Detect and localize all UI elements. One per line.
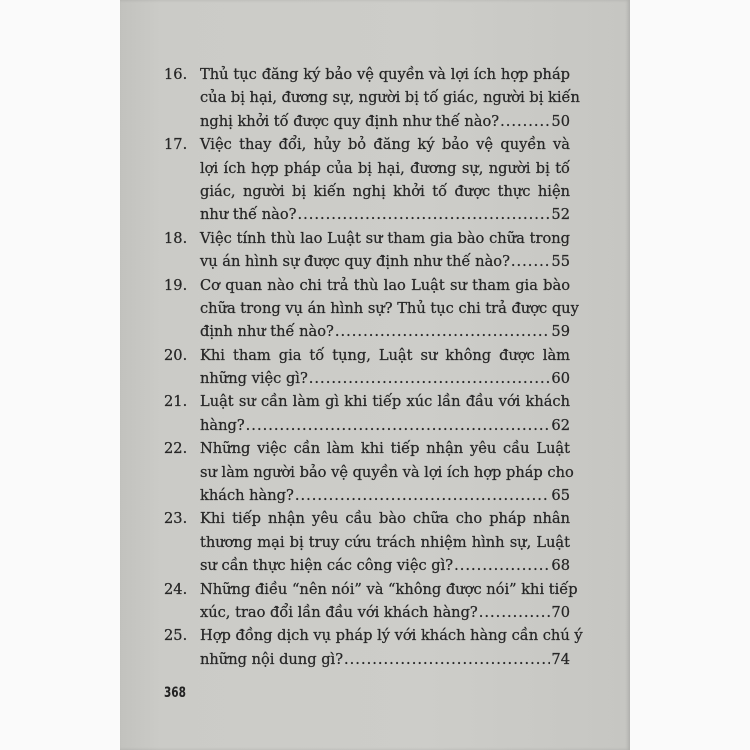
entry-line: Việc thay đổi, hủy bỏ đăng ký bảo vệ quyền và: [200, 136, 570, 154]
entry-line: giác, người bị kiến nghị khởi tố được thực hiện: [200, 182, 570, 200]
entry-line: [200, 250, 570, 273]
dot-leader: [246, 414, 551, 437]
entry-page-number: 74: [551, 650, 570, 668]
entry-number: 20.: [164, 346, 188, 364]
dot-leader: [454, 554, 550, 577]
entry-number: 18.: [164, 229, 188, 247]
toc-entry: [164, 507, 570, 577]
entry-title-end: những việc gì?: [200, 370, 308, 388]
entry-line: [200, 367, 570, 390]
entry-title-end: định như thế nào?: [200, 323, 334, 341]
entry-line: của bị hại, đương sự, người bị tố giác, người bị kiến: [200, 89, 580, 107]
entry-line: Việc tính thù lao Luật sư tham gia bào chữa trong: [200, 229, 570, 247]
dot-leader: [511, 250, 551, 273]
entry-line: [200, 110, 570, 133]
entry-number: 23.: [164, 510, 188, 528]
entry-page-number: 52: [551, 206, 570, 224]
entry-title-end: như thế nào?: [200, 206, 297, 224]
entry-line: [200, 601, 570, 624]
toc-entry: [164, 344, 570, 391]
toc-entry: [164, 390, 570, 437]
entry-line: Hợp đồng dịch vụ pháp lý với khách hàng cần chú ý: [200, 627, 583, 645]
entry-page-number: 55: [551, 253, 570, 271]
toc-entry: [164, 227, 570, 274]
entry-line: [200, 203, 570, 226]
page-number: 368: [164, 685, 186, 701]
entry-page-number: 50: [551, 112, 570, 130]
toc-entry: [164, 133, 570, 227]
entry-line: Cơ quan nào chi trả thù lao Luật sư tham gia bào: [200, 276, 570, 294]
dot-leader: [297, 203, 550, 226]
entry-number: 17.: [164, 136, 188, 154]
entry-line: [200, 320, 570, 343]
entry-line: [200, 554, 570, 577]
entry-title-end: hàng?: [200, 416, 245, 434]
book-page: [120, 0, 630, 750]
entry-title-end: vụ án hình sự được quy định như thế nào?: [200, 253, 510, 271]
entry-page-number: 65: [551, 487, 570, 505]
entry-page-number: 70: [551, 603, 570, 621]
toc-entry: [164, 624, 583, 671]
entry-line: lợi ích hợp pháp của bị hại, đương sự, người bị tố: [200, 159, 570, 177]
entry-line: Thủ tục đăng ký bảo vệ quyền và lợi ích hợp pháp: [200, 66, 570, 83]
entry-number: 16.: [164, 66, 188, 83]
dot-leader: [309, 367, 551, 390]
entry-line: Những việc cần làm khi tiếp nhận yêu cầu Luật: [200, 440, 570, 458]
entry-number: 22.: [164, 440, 188, 458]
dot-leader: [335, 320, 551, 343]
entry-line: Khi tham gia tố tụng, Luật sư không được làm: [200, 346, 570, 364]
entry-line: [200, 648, 570, 671]
dot-leader: [344, 648, 550, 671]
dot-leader: [479, 601, 551, 624]
entry-line: Những điều “nên nói” và “không được nói” khi tiếp: [200, 580, 578, 598]
dot-leader: [500, 110, 550, 133]
toc-entry: [164, 437, 574, 507]
table-of-contents: [164, 63, 583, 671]
entry-title-end: sư cần thực hiện các công việc gì?: [200, 557, 454, 575]
entry-line: sư làm người bảo vệ quyền và lợi ích hợp pháp cho: [200, 463, 574, 481]
entry-line: [200, 414, 570, 437]
entry-page-number: 62: [551, 416, 570, 434]
dot-leader: [295, 484, 551, 507]
entry-number: 21.: [164, 393, 188, 411]
entry-line: chữa trong vụ án hình sự? Thủ tục chi trả được quy: [200, 299, 579, 317]
entry-number: 19.: [164, 276, 188, 294]
toc-entry: [164, 63, 580, 133]
entry-line: [200, 484, 570, 507]
entry-title-end: nghị khởi tố được quy định như thế nào?: [200, 112, 500, 130]
entry-line: Khi tiếp nhận yêu cầu bào chữa cho pháp nhân: [200, 510, 570, 528]
entry-page-number: 59: [551, 323, 570, 341]
entry-line: thương mại bị truy cứu trách nhiệm hình sự, Luật: [200, 533, 570, 551]
entry-line: Luật sư cần làm gì khi tiếp xúc lần đầu với khách: [200, 393, 570, 411]
entry-title-end: xúc, trao đổi lần đầu với khách hàng?: [200, 603, 478, 621]
entry-number: 24.: [164, 580, 188, 598]
entry-title-end: khách hàng?: [200, 487, 294, 505]
entry-page-number: 68: [551, 557, 570, 575]
entry-number: 25.: [164, 627, 188, 645]
entry-page-number: 60: [551, 370, 570, 388]
entry-title-end: những nội dung gì?: [200, 650, 344, 668]
toc-entry: [164, 578, 578, 625]
toc-entry: [164, 274, 579, 344]
